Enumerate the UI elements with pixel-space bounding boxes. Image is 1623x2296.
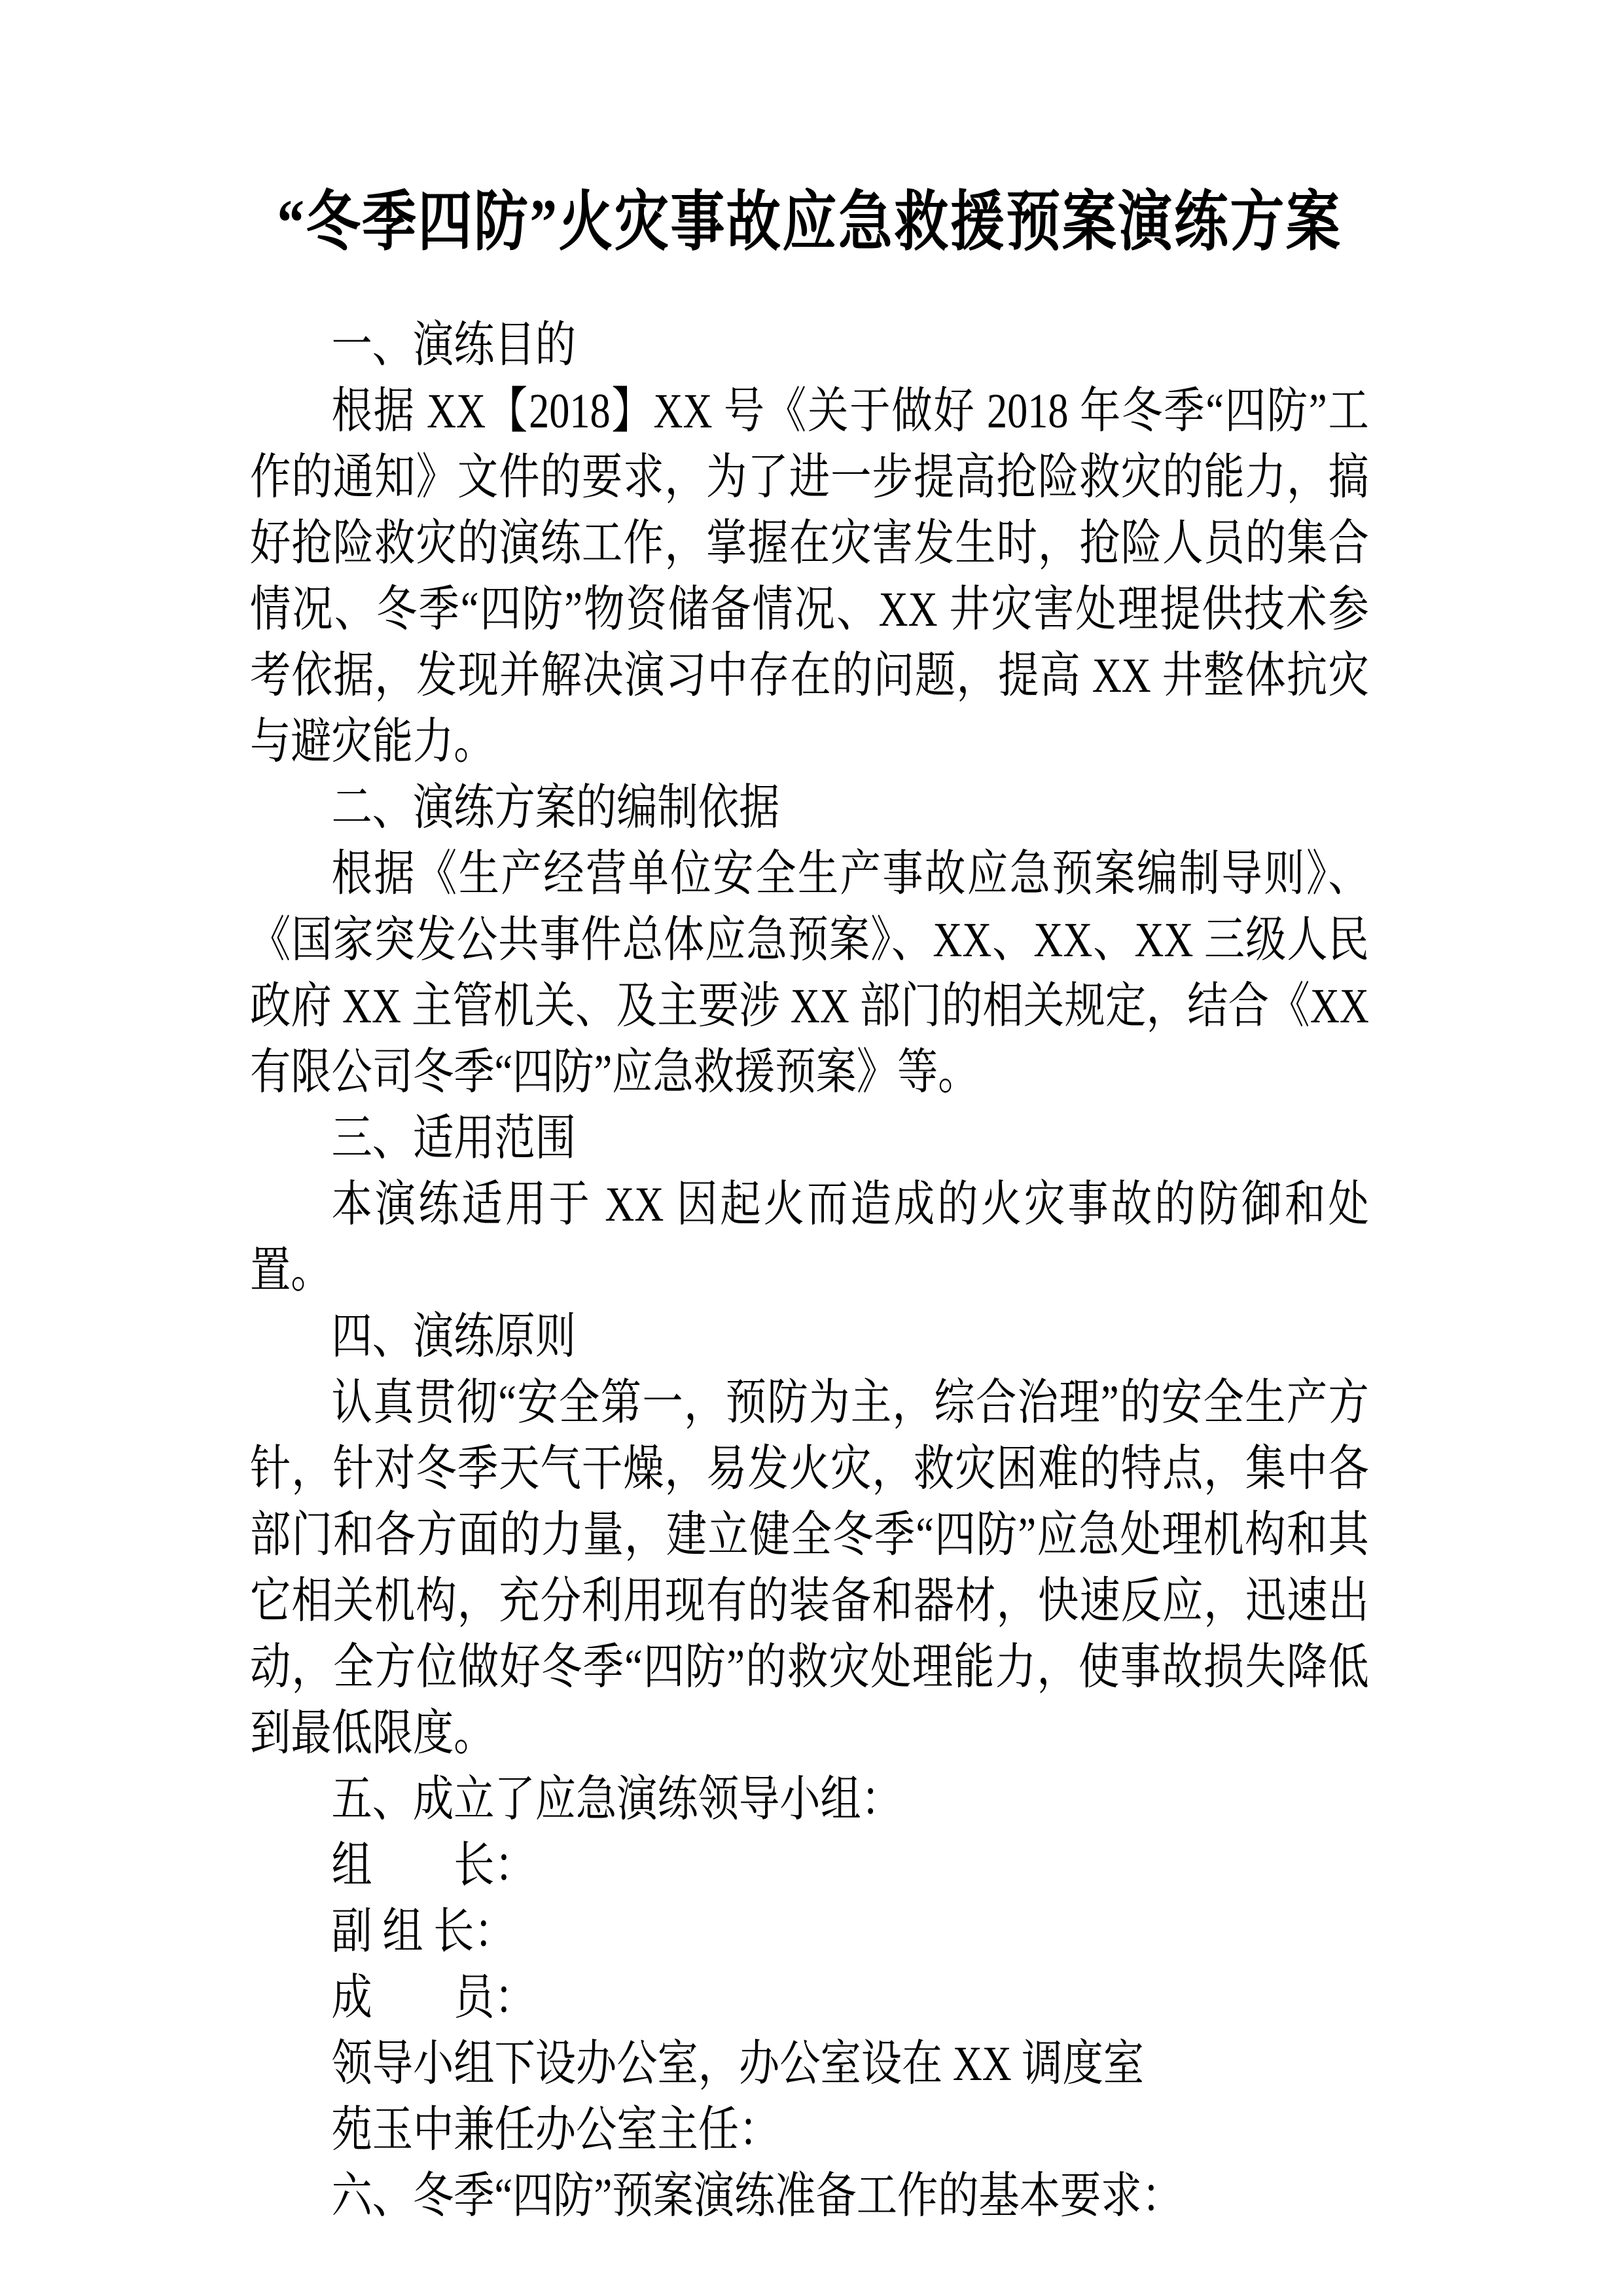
- line-members: 成 员：: [331, 1971, 535, 2025]
- document-title: “冬季四防”火灾事故应急救援预案演练方案: [277, 186, 1342, 259]
- paragraph-scope: 本演练适用于 XX 因起火而造成的火灾事故的防御和处置。: [250, 1177, 1369, 1298]
- paragraph-basis: 根据《生产经营单位安全生产事故应急预案编制导则》、《国家突发公共事件总体应急预案》、XX、XX、XX 三级人民政府 XX 主管机关、及主要涉 XX 部门的相关规定，结合《XX 有限公司冬季“四防”应急救援预案》等。: [250, 847, 1369, 1100]
- section-heading-6: 六、冬季“四防”预案演练准备工作的基本要求：: [331, 2169, 1183, 2223]
- section-heading-5: 五、成立了应急演练领导小组：: [331, 1772, 902, 1827]
- paragraph-purpose: 根据 XX【2018】XX 号《关于做好 2018 年冬季“四防”工作的通知》文件的要求，为了进一步提高抢险救灾的能力，搞好抢险救灾的演练工作，掌握在灾害发生时，抢险人员的集合情况、冬季“四防”物资储备情况、XX 井灾害处理提供技术参考依据，发现并解决演习中存在的问题，提高 XX 井整体抗灾与避灾能力。: [250, 384, 1369, 769]
- paragraph-principles: 认真贯彻“安全第一，预防为主，综合治理”的安全生产方针，针对冬季天气干燥，易发火灾，救灾困难的特点，集中各部门和各方面的力量，建立健全冬季“四防”应急处理机构和其它相关机构，充分利用现有的装备和器材，快速反应，迅速出动，全方位做好冬季“四防”的救灾处理能力，使事故损失降低到最低限度。: [250, 1376, 1369, 1761]
- section-heading-1: 一、演练目的: [331, 318, 577, 372]
- line-deputy-leader: 副 组 长：: [331, 1905, 515, 1959]
- line-office-director: 苑玉中兼任办公室主任：: [331, 2103, 780, 2157]
- section-heading-4: 四、演练原则: [331, 1310, 577, 1364]
- line-group-leader: 组 长：: [331, 1839, 535, 1893]
- section-heading-3: 三、适用范围: [331, 1111, 577, 1166]
- document-content: [250, 167, 1369, 2229]
- line-office-location: 领导小组下设办公室，办公室设在 XX 调度室: [331, 2037, 1145, 2091]
- section-heading-2: 二、演练方案的编制依据: [331, 781, 780, 835]
